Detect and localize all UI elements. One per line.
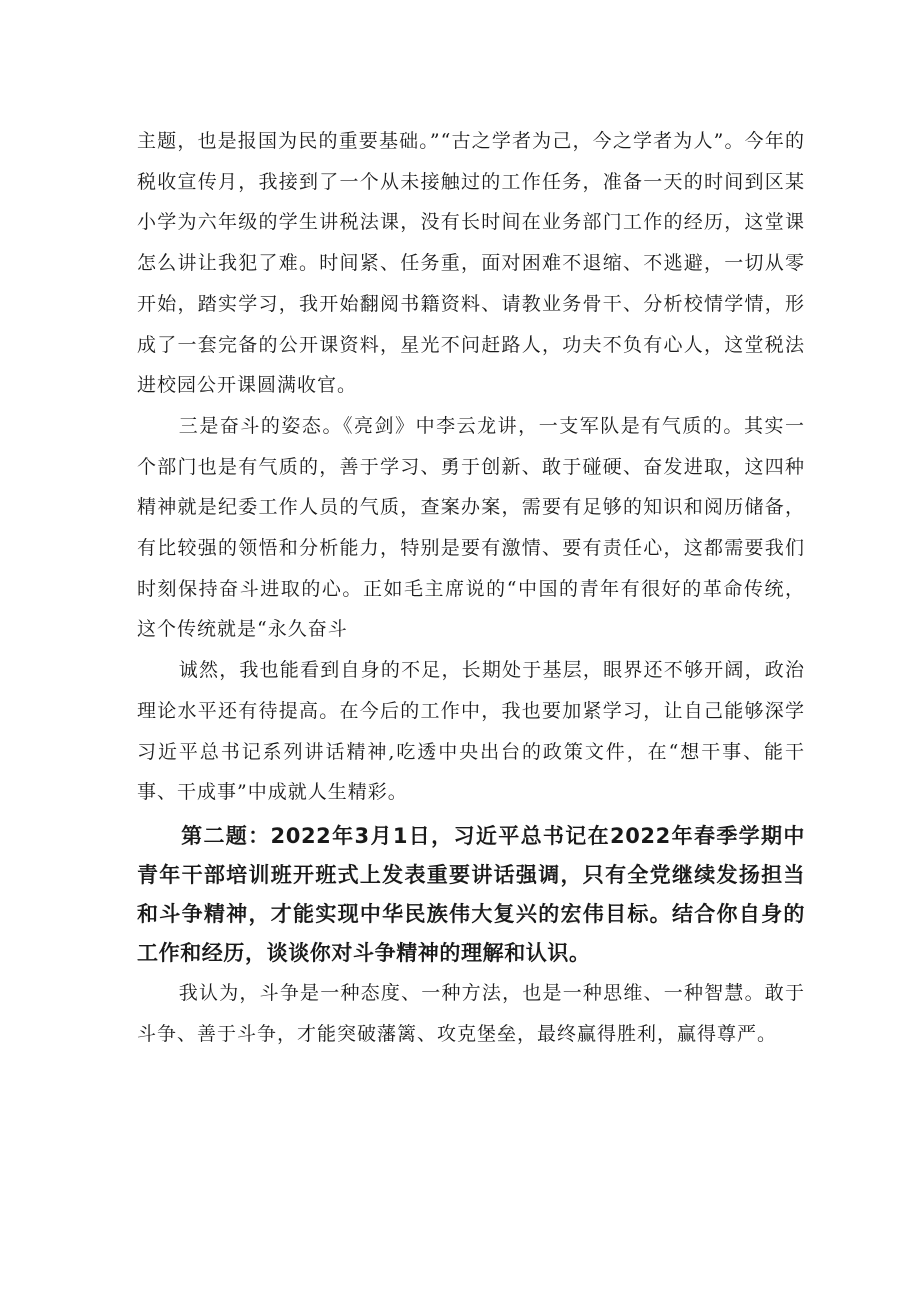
- section-gap: [137, 813, 805, 815]
- paragraph-continuation: 主题，也是报国为民的重要基础。”“古之学者为己，今之学者为人”。今年的税收宣传月，我接到了一个从未接触过的工作任务，准备一天的时间到区某小学为六年级的学生讲税法课，没有长时间在业务部门工作的经历，这堂课怎么讲让我犯了难。时间紧、任务重，面对困难不退缩、不逃避，一切从零开始，踏实学习，我开始翻阅书籍资料、请教业务骨干、分析校情学情，形成了一套完备的公开课资料，星光不问赶路人，功夫不负有心人，这堂税法进校园公开课圆满收官。: [137, 130, 805, 397]
- paragraph-shortcomings: 诚然，我也能看到自身的不足，长期处于基层，眼界还不够开阔，政治理论水平还有待提高。在今后的工作中，我也要加紧学习，让自己能够深学习近平总书记系列讲话精神,吃透中央出台的政策文件，在“想干事、能干事、干成事”中成就人生精彩。: [137, 659, 805, 804]
- paragraph-struggle-attitude: 三是奋斗的姿态。《亮剑》中李云龙讲，一支军队是有气质的。其实一个部门也是有气质的，善于学习、勇于创新、敢于碰硬、奋发进取，这四种精神就是纪委工作人员的气质，查案办案，需要有足够的知识和阅历储备，有比较强的领悟和分析能力，特别是要有激情、要有责任心，这都需要我们时刻保持奋斗进取的心。正如毛主席说的“中国的青年有很好的革命传统，这个传统就是“永久奋斗: [137, 414, 805, 641]
- document-body: [137, 121, 805, 1054]
- question-heading: 第二题：2022年3月1日，习近平总书记在2022年春季学期中青年干部培训班开班式上发表重要讲话强调，只有全党继续发扬担当和斗争精神，才能实现中华民族伟大复兴的宏伟目标。结合你自身的工作和经历，谈谈你对斗争精神的理解和认识。: [137, 823, 805, 965]
- paragraph-answer: 我认为，斗争是一种态度、一种方法，也是一种思维、一种智慧。敢于斗争、善于斗争，才能突破藩篱、攻克堡垒，最终赢得胜利，赢得尊严。: [137, 981, 805, 1045]
